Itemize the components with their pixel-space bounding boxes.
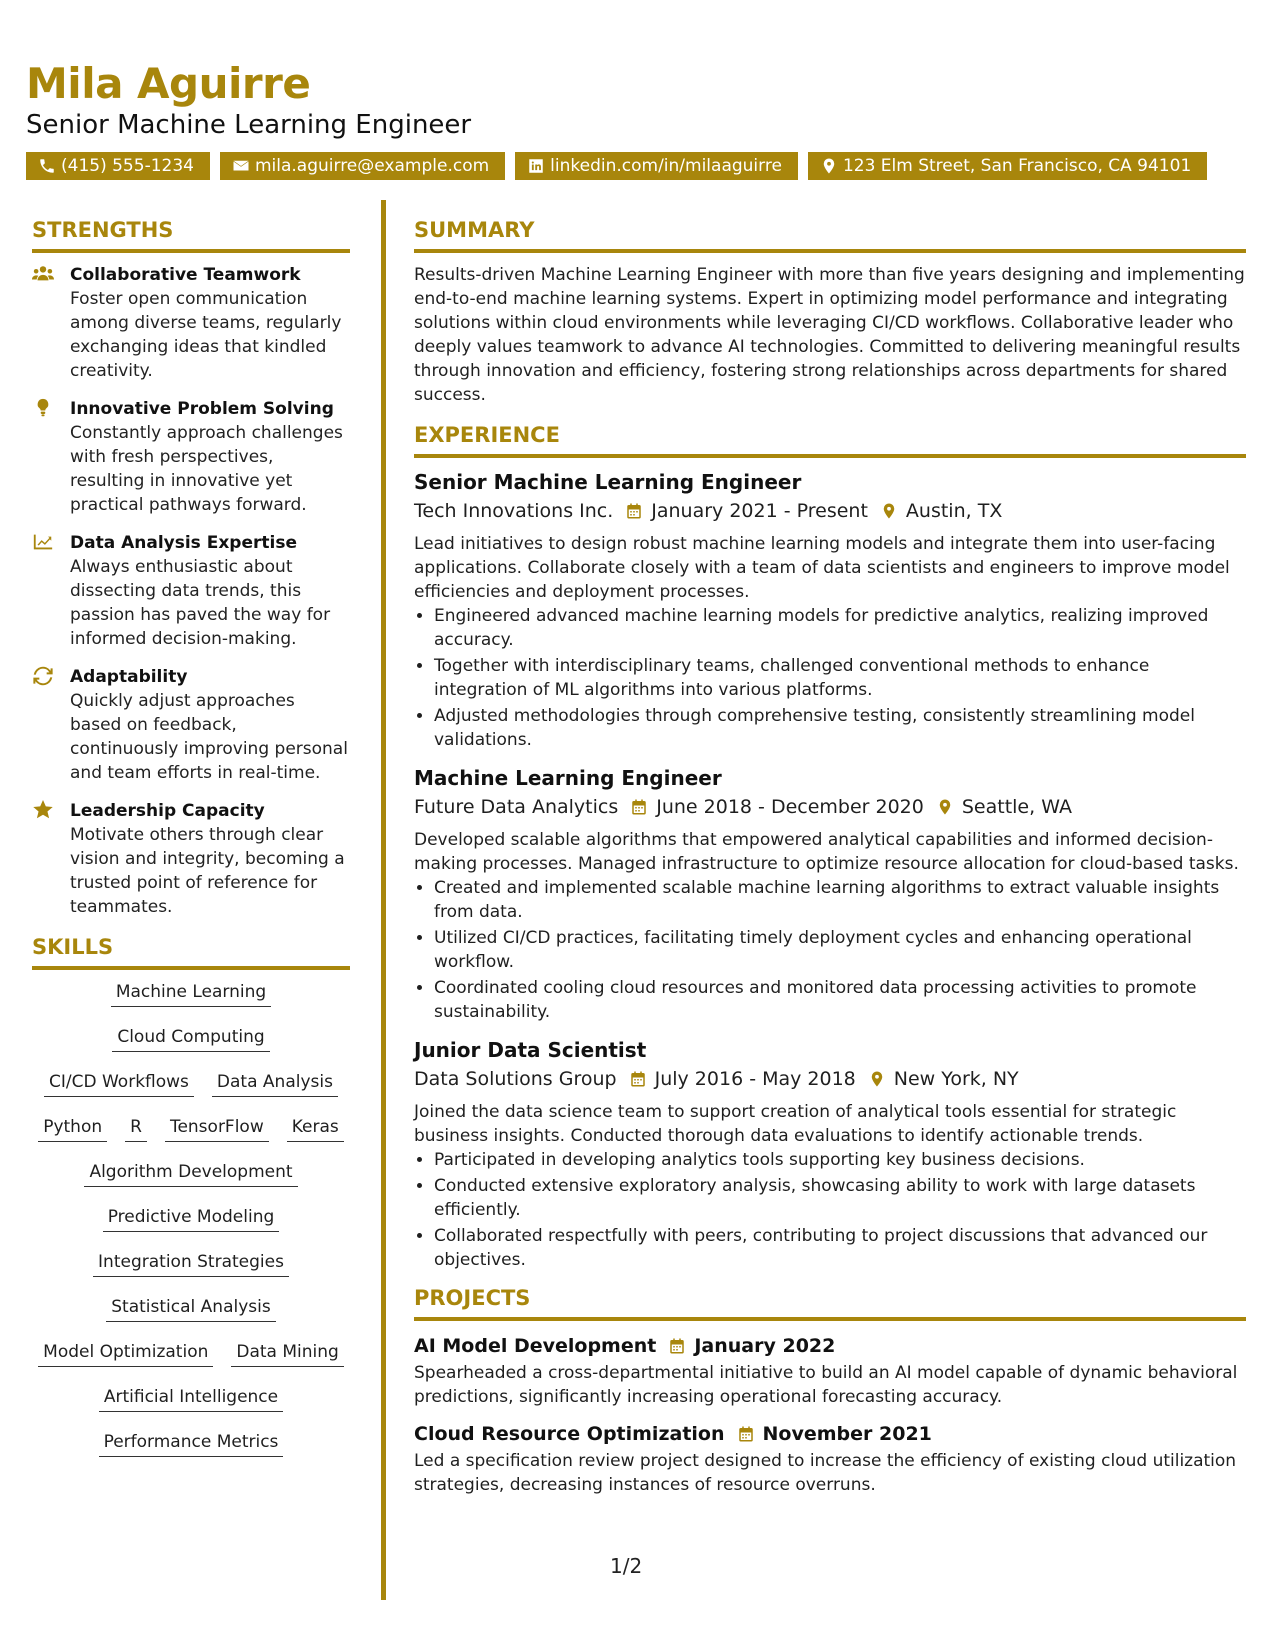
skills-heading: SKILLS	[32, 933, 350, 970]
calendar-icon	[630, 798, 648, 816]
strength-desc: Foster open communication among diverse teams, regularly exchanging ideas that kindled creativity.	[70, 289, 342, 381]
skill-row	[32, 1385, 350, 1430]
strength-desc: Quickly adjust approaches based on feedback, continuously improving personal and team efforts in real-time.	[70, 691, 348, 783]
map-pin-icon	[868, 1070, 886, 1088]
map-pin-icon	[820, 157, 838, 175]
job-bullet: • Adjusted methodologies through comprehensive testing, consistently streamlining model validations.	[434, 704, 1246, 752]
calendar-icon	[668, 1337, 686, 1355]
strength-name: Adaptability	[70, 667, 188, 687]
skill-tag: TensorFlow	[165, 1115, 269, 1142]
skill-tag: Keras	[287, 1115, 344, 1142]
strength-name: Collaborative Teamwork	[70, 265, 301, 285]
job-company: Data Solutions Group	[414, 1068, 617, 1090]
contact-email-text: mila.aguirre@example.com	[254, 156, 490, 176]
skill-tag: Data Analysis	[212, 1070, 338, 1097]
skill-row	[32, 1160, 350, 1205]
map-pin-icon	[936, 798, 954, 816]
job-bullet: • Participated in developing analytics tools supporting key business decisions.	[434, 1148, 1246, 1172]
strength-name: Leadership Capacity	[70, 801, 265, 821]
job-bullets	[414, 876, 1246, 1024]
sync-icon	[32, 666, 54, 686]
job-description: Developed scalable algorithms that empowered analytical capabilities and informed decision-making processes. Managed infrastructure to optimize resource allocation for cloud-based tasks.	[414, 830, 1239, 874]
experience-list	[414, 468, 1246, 1272]
strength-item	[32, 531, 350, 651]
skill-tag: Python	[38, 1115, 107, 1142]
skill-tag: CI/CD Workflows	[44, 1070, 194, 1097]
project-title: Cloud Resource Optimization	[414, 1423, 725, 1445]
job-entry	[414, 764, 1246, 1024]
map-pin-icon	[880, 502, 898, 520]
resume-header	[26, 58, 1256, 180]
skill-tag: Data Mining	[231, 1340, 343, 1367]
job-dates: July 2016 - May 2018	[654, 1068, 856, 1090]
contact-linkedin[interactable]	[515, 152, 798, 180]
job-location: Seattle, WA	[961, 796, 1072, 818]
job-dates: January 2021 - Present	[651, 500, 868, 522]
skill-tag: Statistical Analysis	[106, 1295, 275, 1322]
projects-list	[414, 1331, 1246, 1497]
strength-desc: Motivate others through clear vision and integrity, becoming a trusted point of reference for teammates.	[70, 825, 345, 917]
column-divider	[381, 200, 386, 1600]
strengths-heading: STRENGTHS	[32, 216, 350, 253]
job-entry	[414, 1036, 1246, 1272]
project-header	[414, 1419, 1246, 1449]
job-location: New York, NY	[893, 1068, 1019, 1090]
envelope-icon	[232, 157, 250, 175]
users-icon	[32, 264, 54, 284]
skill-tag: Predictive Modeling	[103, 1205, 280, 1232]
strength-item	[32, 263, 350, 383]
job-title: Senior Machine Learning Engineer	[414, 470, 802, 494]
projects-heading: PROJECTS	[414, 1284, 1246, 1321]
job-bullet: • Conducted extensive exploratory analysis, showcasing ability to work with large datasets efficiently.	[434, 1174, 1246, 1222]
contact-address-text: 123 Elm Street, San Francisco, CA 94101	[842, 156, 1192, 176]
summary-heading: SUMMARY	[414, 216, 1246, 253]
job-title: Junior Data Scientist	[414, 1038, 647, 1062]
skill-row	[32, 1295, 350, 1340]
job-bullet: • Created and implemented scalable machine learning algorithms to extract valuable insights from data.	[434, 876, 1246, 924]
lightbulb-icon	[32, 398, 54, 418]
skill-tag: Algorithm Development	[84, 1160, 297, 1187]
project-description: Led a specification review project designed to increase the efficiency of existing cloud utilization strategies, decreasing instances of resource overruns.	[414, 1451, 1237, 1495]
skills-list	[32, 980, 350, 1475]
job-entry	[414, 468, 1246, 752]
skill-tag: Performance Metrics	[99, 1430, 284, 1457]
skill-row	[32, 1025, 350, 1070]
job-description: Lead initiatives to design robust machine learning models and integrate them into user-facing applications. Collaborate closely with a team of data scientists and engineers to improve model efficiencies and deployment processes.	[414, 534, 1230, 602]
job-meta	[414, 496, 1246, 526]
job-description: Joined the data science team to support creation of analytical tools essential for strategic business insights. Conducted thorough data evaluations to identify actionable trends.	[414, 1102, 1177, 1146]
contact-phone-text: (415) 555-1234	[61, 156, 194, 176]
project-entry	[414, 1331, 1246, 1409]
job-bullets	[414, 604, 1246, 752]
skill-tag: Cloud Computing	[112, 1025, 269, 1052]
project-title: AI Model Development	[414, 1335, 657, 1357]
skill-row	[32, 1430, 350, 1475]
skill-row	[32, 1340, 350, 1385]
job-title: Machine Learning Engineer	[414, 766, 722, 790]
skill-row	[32, 980, 350, 1025]
skill-tag: Model Optimization	[38, 1340, 213, 1367]
project-entry	[414, 1419, 1246, 1497]
skill-tag: Machine Learning	[111, 980, 271, 1007]
contact-linkedin-text: linkedin.com/in/milaaguirre	[550, 156, 782, 176]
right-column	[414, 216, 1246, 1507]
strength-item	[32, 799, 350, 919]
strength-desc: Always enthusiastic about dissecting data trends, this passion has paved the way for informed decision-making.	[70, 557, 331, 649]
strength-desc: Constantly approach challenges with fresh perspectives, resulting in innovative yet practical pathways forward.	[70, 423, 343, 515]
calendar-icon	[629, 1070, 647, 1088]
candidate-title: Senior Machine Learning Engineer	[26, 110, 472, 140]
job-bullet: • Together with interdisciplinary teams, challenged conventional methods to enhance integration of ML algorithms into various platforms.	[434, 654, 1246, 702]
calendar-icon	[737, 1425, 755, 1443]
skill-tag: Artificial Intelligence	[99, 1385, 283, 1412]
contact-email[interactable]	[220, 152, 505, 180]
job-company: Future Data Analytics	[414, 796, 619, 818]
job-bullet: • Collaborated respectfully with peers, contributing to project discussions that advanced our objectives.	[434, 1224, 1246, 1272]
skill-tag: R	[125, 1115, 147, 1142]
strength-name: Data Analysis Expertise	[70, 533, 297, 553]
skill-row	[32, 1250, 350, 1295]
project-date: January 2022	[694, 1335, 836, 1357]
star-icon	[32, 800, 54, 820]
page-number: 1/2	[610, 1554, 643, 1578]
linkedin-icon	[527, 157, 545, 175]
skill-row	[32, 1205, 350, 1250]
project-description: Spearheaded a cross-departmental initiative to build an AI model capable of dynamic behavioral predictions, significantly increasing operational forecasting accuracy.	[414, 1363, 1238, 1407]
skill-row	[32, 1115, 350, 1160]
contact-phone[interactable]	[26, 152, 210, 180]
project-header	[414, 1331, 1246, 1361]
job-meta	[414, 792, 1246, 822]
summary-text: Results-driven Machine Learning Engineer with more than five years designing and implementing end-to-end machine learning systems. Expert in optimizing model performance and integrating solutions within cloud environments while leveraging CI/CD workflows. Collaborative leader who deeply values teamwork to advance AI technologies. Committed to delivering meaningful results through innovation and efficiency, fostering strong relationships across departments for shared success.	[414, 265, 1245, 405]
skill-tag: Integration Strategies	[93, 1250, 289, 1277]
candidate-name: Mila Aguirre	[26, 59, 311, 108]
contact-address[interactable]	[808, 152, 1207, 180]
job-dates: June 2018 - December 2020	[656, 796, 924, 818]
job-bullet: • Engineered advanced machine learning models for predictive analytics, realizing improved accuracy.	[434, 604, 1246, 652]
calendar-icon	[625, 502, 643, 520]
job-bullet: • Coordinated cooling cloud resources and monitored data processing activities to promote sustainability.	[434, 976, 1246, 1024]
strength-item	[32, 397, 350, 517]
phone-icon	[38, 157, 56, 175]
contact-bar	[26, 152, 1256, 180]
job-company: Tech Innovations Inc.	[414, 500, 614, 522]
skill-row	[32, 1070, 350, 1115]
job-bullets	[414, 1148, 1246, 1272]
left-column	[32, 216, 350, 1475]
chart-line-icon	[32, 532, 54, 552]
job-meta	[414, 1064, 1246, 1094]
strength-item	[32, 665, 350, 785]
job-bullet: • Utilized CI/CD practices, facilitating timely deployment cycles and enhancing operational workflow.	[434, 926, 1246, 974]
job-location: Austin, TX	[905, 500, 1003, 522]
strength-name: Innovative Problem Solving	[70, 399, 334, 419]
project-date: November 2021	[762, 1423, 932, 1445]
experience-heading: EXPERIENCE	[414, 421, 1246, 458]
